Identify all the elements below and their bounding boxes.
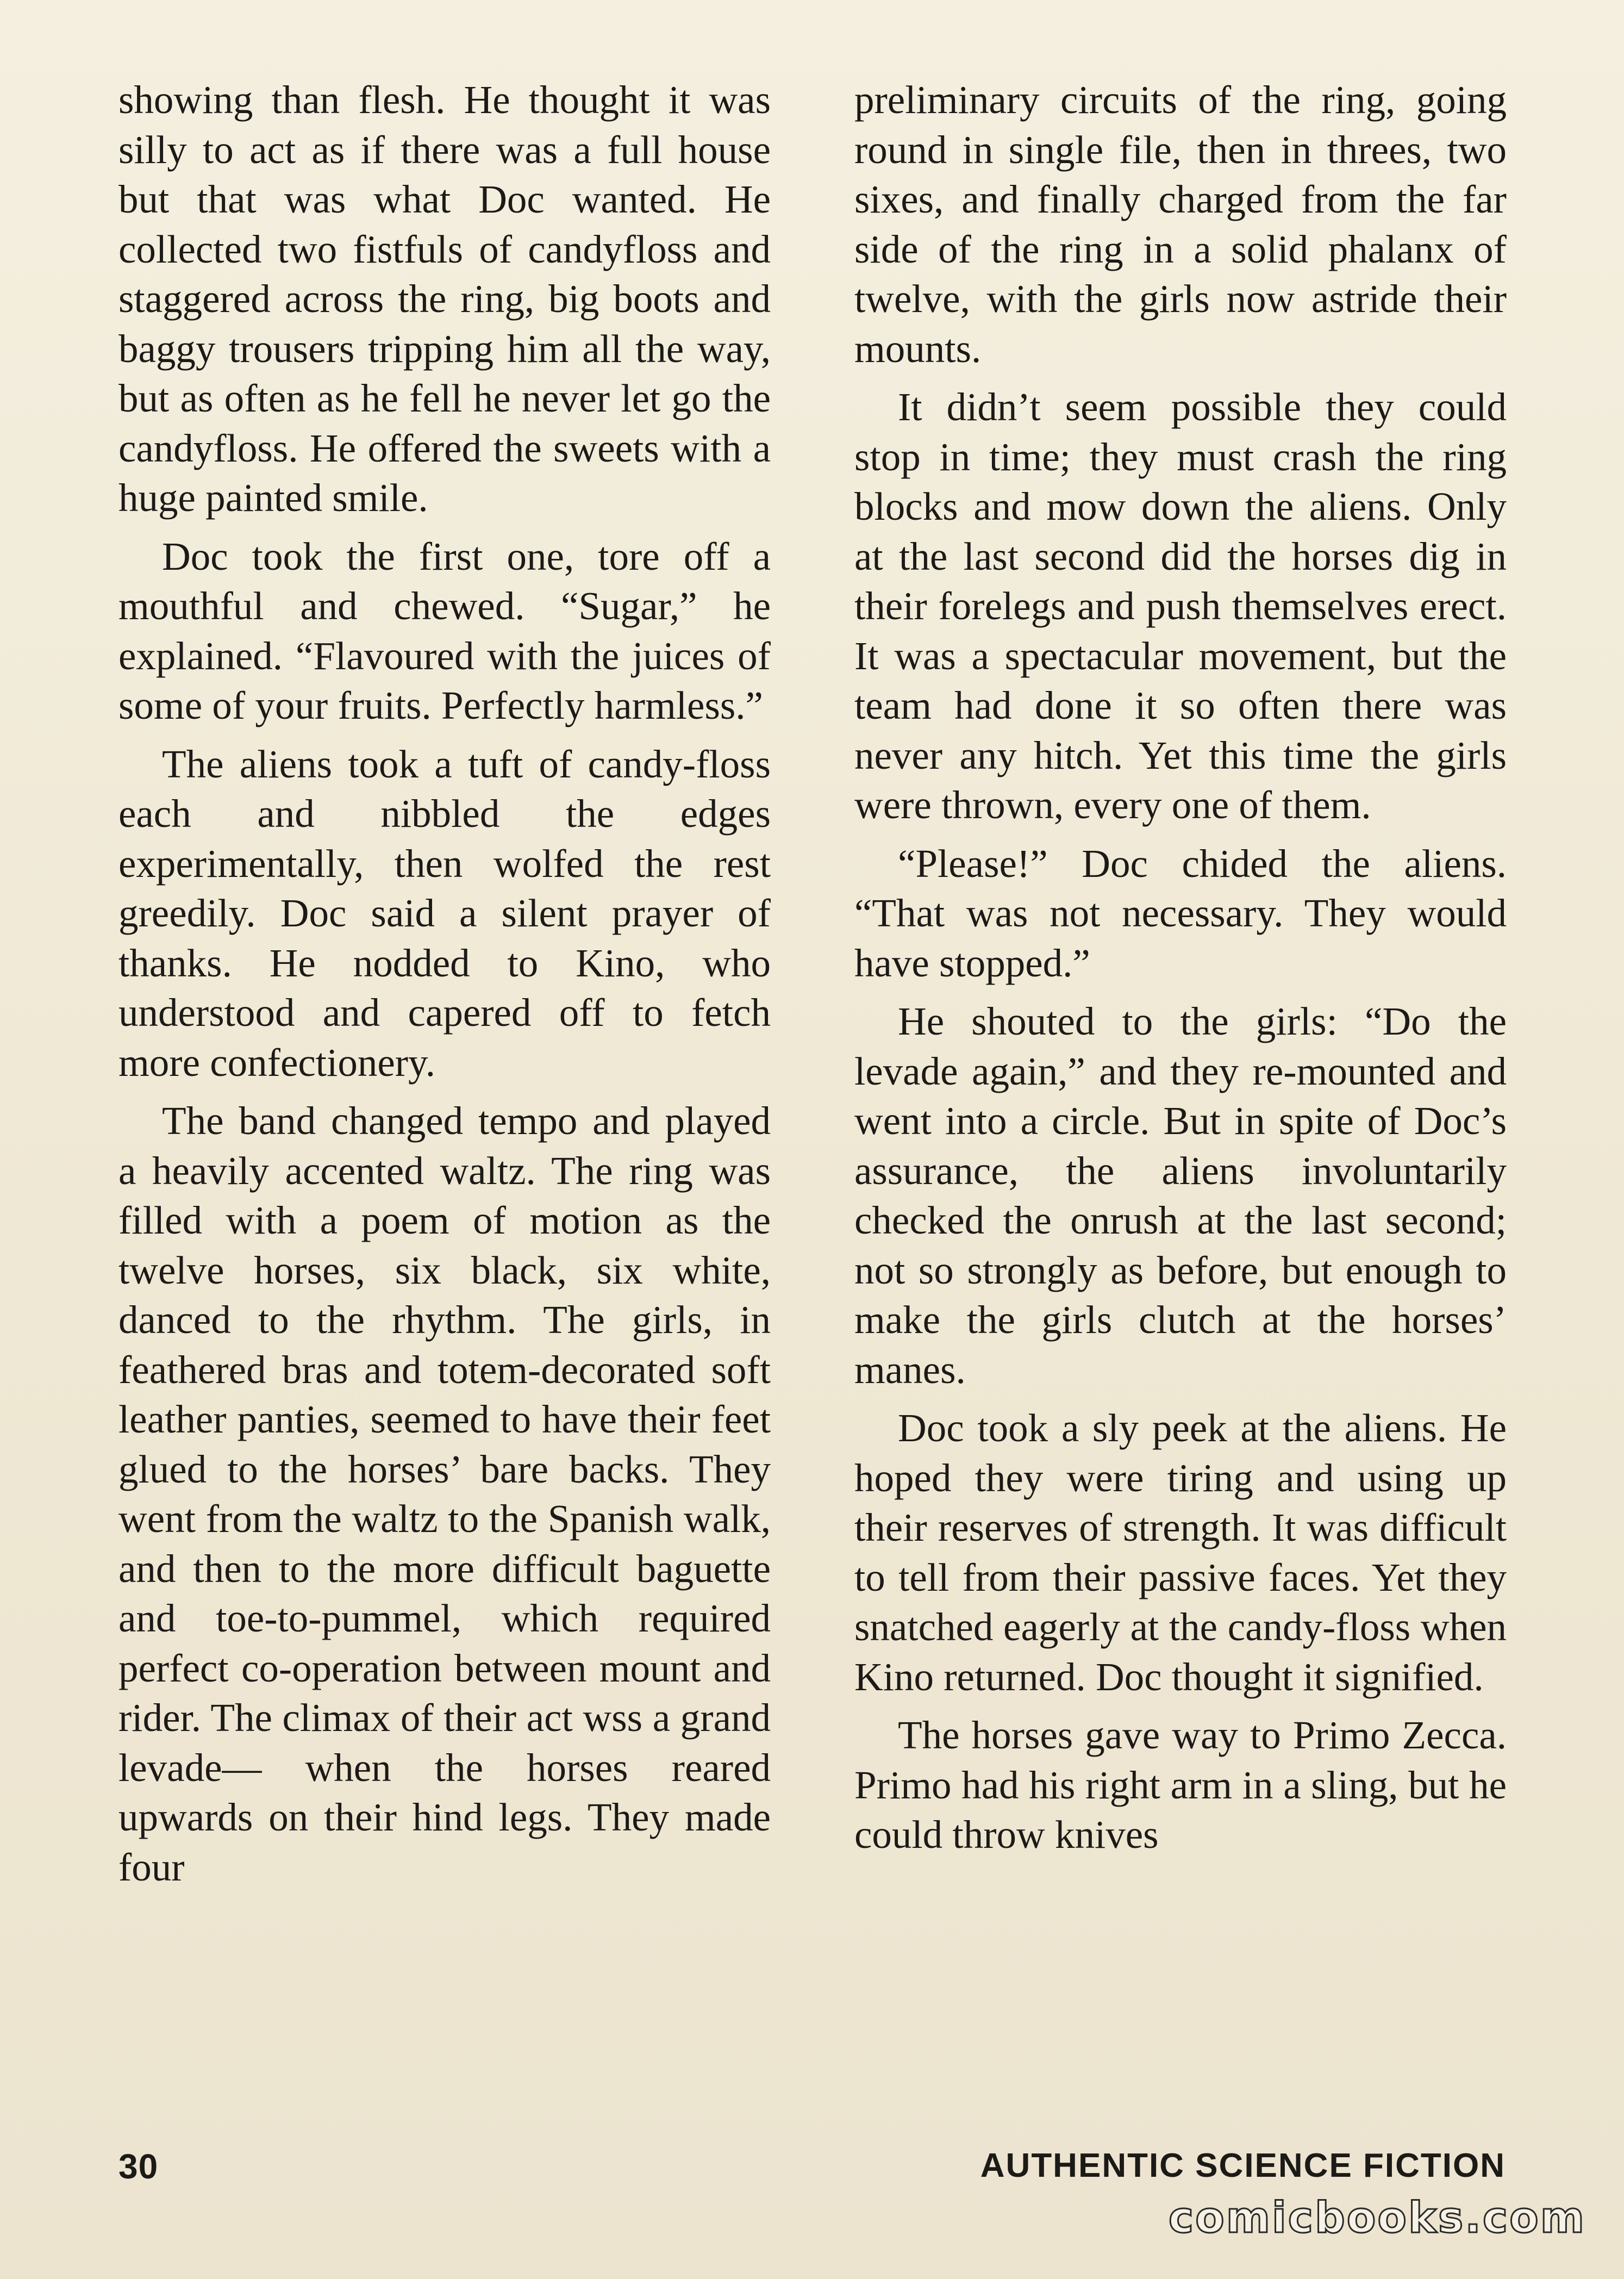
page-number: 30 <box>118 2147 159 2186</box>
running-footer-title: AUTHENTIC SCIENCE FICTION <box>980 2147 1506 2184</box>
paragraph: Doc took the first one, tore off a mouthful and chewed. “Sugar,” he explained. “Flavoured with the juices of some of your fruits. Perfectly harmless.” <box>118 534 771 727</box>
paragraph: showing than flesh. He thought it was silly to act as if there was a full house but that was what Doc wanted. He collected two fistfuls of candyfloss and staggered across the ring, big boots and baggy trousers tripping him all the way, but as often as he fell he never let go the candyfloss. He offered the sweets with a huge painted smile. <box>118 78 771 520</box>
watermark: comicbooks.com <box>1168 2194 1586 2243</box>
paragraph: The aliens took a tuft of candy-floss each and nibbled the edges experimentally, then wolfed the rest greedily. Doc said a silent prayer of thanks. He nodded to Kino, who understood and capered off to fetch more confectionery. <box>118 742 771 1085</box>
paragraph: The horses gave way to Primo Zecca. Primo had his right arm in a sling, but he could throw knives <box>854 1713 1507 1857</box>
paragraph: “Please!” Doc chided the aliens. “That was not necessary. They would have stopped.” <box>854 841 1507 985</box>
paragraph: The band changed tempo and played a heavily accented waltz. The ring was filled with a poem of motion as the twelve horses, six black, six white, danced to the rhythm. The girls, in feathered bras and totem-decorated soft leather panties, seemed to have their feet glued to the horses’ bare backs. They went from the waltz to the Spanish walk, and then to the more difficult baguette and toe-to-pummel, which required perfect co-operation between mount and rider. The climax of their act wss a grand levade— when the horses reared upwards on their hind legs. They made four <box>118 1099 771 1889</box>
right-column <box>854 75 1507 1869</box>
paragraph: preliminary circuits of the ring, going round in single file, then in threes, two sixes, and finally charged from the far side of the ring in a solid phalanx of twelve, with the girls now astride their mounts. <box>854 78 1507 371</box>
paragraph: He shouted to the girls: “Do the levade again,” and they re-mounted and went into a circle. But in spite of Doc’s assurance, the aliens involuntarily checked the onrush at the last second; not so strongly as before, but enough to make the girls clutch at the horses’ manes. <box>854 999 1507 1392</box>
paragraph: It didn’t seem possible they could stop in time; they must crash the ring blocks and mow down the aliens. Only at the last second did the horses dig in their forelegs and push themselves erect. It was a spectacular movement, but the team had done it so often there was never any hitch. Yet this time the girls were thrown, every one of them. <box>854 385 1507 827</box>
left-column <box>118 75 771 1901</box>
paragraph: Doc took a sly peek at the aliens. He hoped they were tiring and using up their reserves of strength. It was difficult to tell from their passive faces. Yet they snatched eagerly at the candy-floss when Kino returned. Doc thought it signified. <box>854 1406 1507 1699</box>
